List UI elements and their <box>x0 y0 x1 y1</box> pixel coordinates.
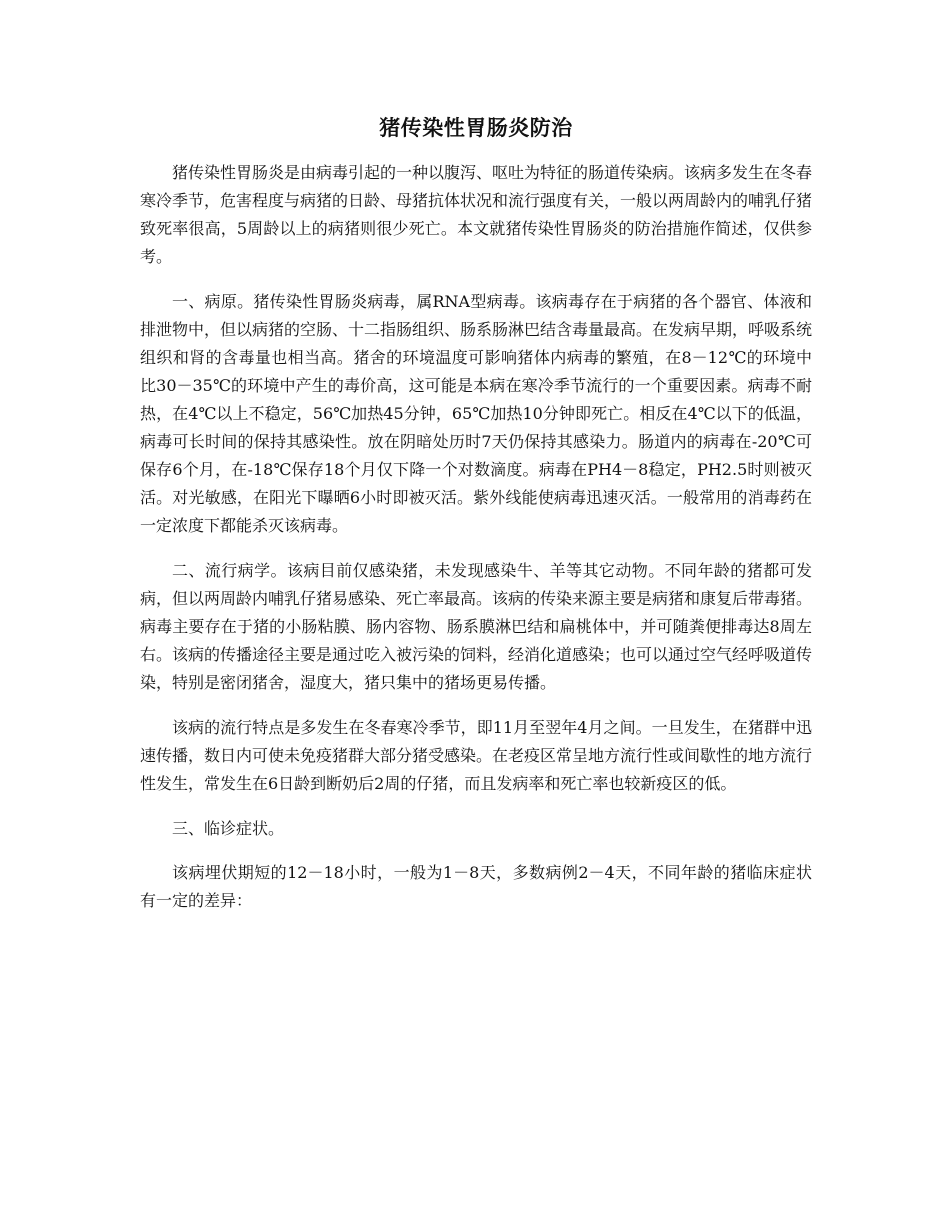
paragraph-pathogen: 一、病原。猪传染性胃肠炎病毒，属RNA型病毒。该病毒存在于病猪的各个器官、体液和排泄物中，但以病猪的空肠、十二指肠组织、肠系肠淋巴结含毒量最高。在发病早期，呼吸系统组织和肾的含毒量也相当高。猪舍的环境温度可影响猪体内病毒的繁殖，在8－12℃的环境中比30－35℃的环境中产生的毒价高，这可能是本病在寒冷季节流行的一个重要因素。病毒不耐热，在4℃以上不稳定，56℃加热45分钟，65℃加热10分钟即死亡。相反在4℃以下的低温，病毒可长时间的保持其感染性。放在阴暗处历时7天仍保持其感染力。肠道内的病毒在-20℃可保存6个月，在-18℃保存18个月仅下降一个对数滴度。病毒在PH4－8稳定，PH2.5时则被灭活。对光敏感，在阳光下曝晒6小时即被灭活。紫外线能使病毒迅速灭活。一般常用的消毒药在一定浓度下都能杀灭该病毒。 <box>140 292 813 535</box>
paragraph-epidemic-features: 该病的流行特点是多发生在冬春寒冷季节，即11月至翌年4月之间。一旦发生，在猪群中迅速传播，数日内可使未免疫猪群大部分猪受感染。在老疫区常呈地方流行性或间歇性的地方流行性发生，常发生在6日龄到断奶后2周的仔猪，而且发病率和死亡率也较新疫区的低。 <box>140 718 813 793</box>
paragraph-epidemiology: 二、流行病学。该病目前仅感染猪，未发现感染牛、羊等其它动物。不同年龄的猪都可发病，但以两周龄内哺乳仔猪易感染、死亡率最高。该病的传染来源主要是病猪和康复后带毒猪。病毒主要存在于猪的小肠粘膜、肠内容物、肠系膜淋巴结和扁桃体中，并可随粪便排毒达8周左右。该病的传播途径主要是通过吃入被污染的饲料，经消化道感染；也可以通过空气经呼吸道传染，特别是密闭猪舍，湿度大，猪只集中的猪场更易传播。 <box>140 561 813 692</box>
document-page <box>140 112 812 932</box>
paragraph-clinical-heading: 三、临诊症状。 <box>172 819 285 838</box>
document-title: 猪传染性胃肠炎防治 <box>379 116 573 140</box>
paragraph-intro: 猪传染性胃肠炎是由病毒引起的一种以腹泻、呕吐为特征的肠道传染病。该病多发生在冬春寒冷季节，危害程度与病猪的日龄、母猪抗体状况和流行强度有关，一般以两周龄内的哺乳仔猪致死率很高，5周龄以上的病猪则很少死亡。本文就猪传染性胃肠炎的防治措施作简述，仅供参考。 <box>140 163 813 266</box>
paragraph-incubation: 该病埋伏期短的12－18小时，一般为1－8天，多数病例2－4天，不同年龄的猪临床症状有一定的差异： <box>140 863 812 910</box>
